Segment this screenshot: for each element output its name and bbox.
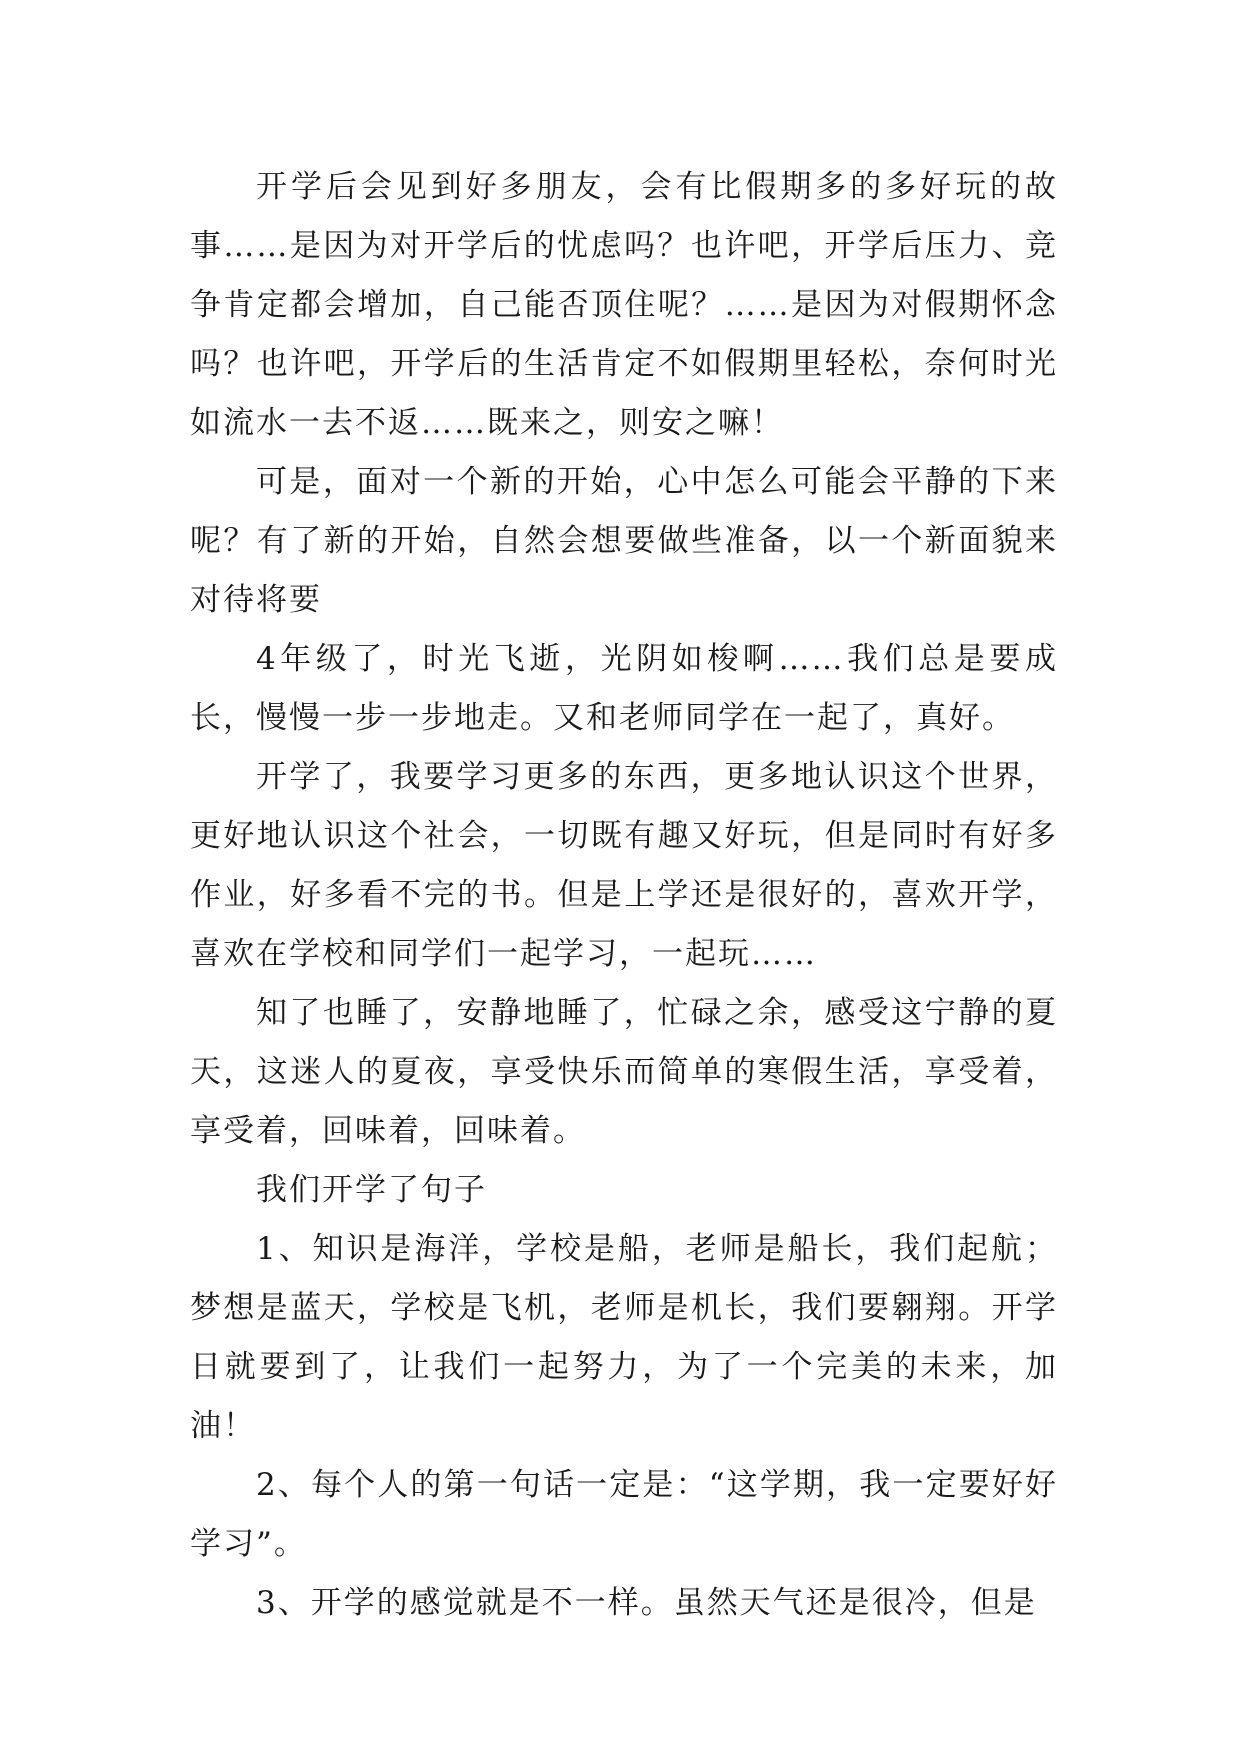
list-item: 3、开学的感觉就是不一样。虽然天气还是很冷，但是 [256, 1585, 1037, 1621]
list-item: 1、知识是海洋，学校是船，老师是船长，我们起航；梦想是蓝天，学校是飞机，老师是机长，我们要翱翔。开学日就要到了，让我们一起努力，为了一个完美的未来，加油！ [190, 1231, 1058, 1444]
paragraph: 开学了，我要学习更多的东西，更多地认识这个世界，更好地认识这个社会，一切既有趣又好玩，但是同时有好多作业，好多看不完的书。但是上学还是很好的，喜欢开学，喜欢在学校和同学们一起学习，一起玩…… [190, 759, 1058, 972]
paragraph: 开学后会见到好多朋友，会有比假期多的多好玩的故事……是因为对开学后的忧虑吗？也许吧，开学后压力、竞争肯定都会增加，自己能否顶住呢？……是因为对假期怀念吗？也许吧，开学后的生活肯定不如假期里轻松，奈何时光如流水一去不返……既来之，则安之嘛！ [190, 169, 1058, 441]
paragraph: 可是，面对一个新的开始，心中怎么可能会平静的下来呢？有了新的开始，自然会想要做些准备，以一个新面貌来对待将要 [190, 464, 1058, 618]
section-heading: 我们开学了句子 [256, 1172, 487, 1208]
list-item: 2、每个人的第一句话一定是：“这学期，我一定要好好学习”。 [190, 1467, 1058, 1562]
document-body [190, 158, 1058, 1633]
paragraph: 4年级了，时光飞逝，光阴如梭啊……我们总是要成长，慢慢一步一步地走。又和老师同学在一起了，真好。 [190, 641, 1058, 736]
paragraph: 知了也睡了，安静地睡了，忙碌之余，感受这宁静的夏天，这迷人的夏夜，享受快乐而简单的寒假生活，享受着，享受着，回味着，回味着。 [190, 995, 1058, 1149]
